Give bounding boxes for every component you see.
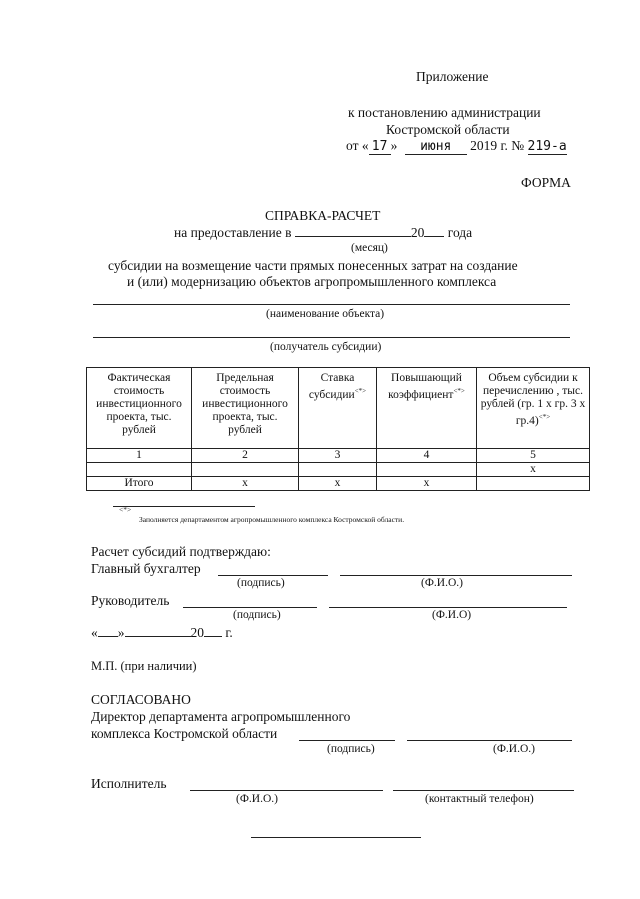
recipient-caption: (получатель субсидии) [270, 341, 382, 353]
table-cell: Итого [87, 477, 192, 491]
head-fio-caption: (Ф.И.О) [432, 609, 472, 621]
agreed-signature-line [299, 740, 395, 741]
agreed-line2: комплекса Костромской области [91, 726, 278, 741]
table-cell: 5 [477, 449, 590, 463]
header-actual-cost: Фактическая стоимость инвестиционного проекта, тыс. рублей [87, 368, 192, 449]
table-cell: x [192, 477, 299, 491]
table-cell: 3 [299, 449, 377, 463]
appendix-title: Приложение [416, 69, 489, 84]
appendix-date [346, 138, 567, 155]
stamp-note: М.П. (при наличии) [91, 659, 197, 673]
year-blank [424, 225, 444, 237]
confirm-date-close: » [117, 625, 125, 640]
calculation-table [86, 367, 590, 491]
executor-phone-line [393, 790, 574, 791]
subtitle-line1: субсидии на возмещение части прямых понесенных затрат на создание [108, 258, 518, 273]
date-prefix: от « [346, 138, 369, 153]
table-row-numbers [87, 449, 590, 463]
header-coefficient-footnote: <*> [453, 387, 465, 395]
head-signature-caption: (подпись) [233, 609, 281, 621]
confirm-day-blank [98, 625, 118, 637]
header-coefficient [377, 368, 477, 449]
heading-line [174, 225, 472, 241]
date-month: июня [405, 139, 467, 155]
agreed-fio-line [407, 740, 572, 741]
accountant-signature-line [218, 575, 328, 576]
confirm-year: 20 [190, 625, 204, 640]
confirm-title: Расчет субсидий подтверждаю: [91, 544, 271, 559]
date-day: 17 [369, 139, 391, 155]
date-year: 2019 г. № [470, 138, 525, 153]
table-header-row [87, 368, 590, 449]
heading-suffix: года [447, 225, 473, 240]
order-number: 219-а [527, 139, 567, 154]
table-cell [87, 463, 192, 477]
recipient-line [93, 337, 570, 338]
month-caption: (месяц) [351, 242, 388, 254]
month-blank [295, 225, 411, 237]
confirm-date [91, 625, 233, 641]
executor-label: Исполнитель [91, 776, 167, 791]
footnote-mark: <*> [119, 505, 132, 514]
accountant-fio-line [340, 575, 572, 576]
object-name-line [93, 304, 570, 305]
doc-title: СПРАВКА-РАСЧЕТ [265, 208, 381, 223]
table-row-blank [87, 463, 590, 477]
header-subsidy-label: Объем субсидии к перечислению , тыс. рублей (гр. 1 х гр. 3 х гр.4) [480, 372, 586, 427]
table-cell: 4 [377, 449, 477, 463]
head-label: Руководитель [91, 593, 170, 608]
table-cell [192, 463, 299, 477]
agreed-line1: Директор департамента агропромышленного [91, 709, 351, 724]
agreed-signature-caption: (подпись) [327, 743, 375, 755]
object-name-caption: (наименование объекта) [266, 308, 385, 320]
header-rate-label: Ставка субсидии [308, 372, 355, 401]
table-cell: x [299, 477, 377, 491]
confirm-year-blank [204, 625, 222, 637]
appendix-line2: Костромской области [386, 122, 510, 137]
subtitle-line2: и (или) модернизацию объектов агропромышленного комплекса [127, 274, 497, 289]
agreed-title: СОГЛАСОВАНО [91, 692, 191, 707]
accountant-signature-caption: (подпись) [237, 577, 285, 589]
head-fio-line [329, 607, 567, 608]
table-cell [299, 463, 377, 477]
appendix-line1: к постановлению администрации [348, 105, 541, 120]
accountant-label: Главный бухгалтер [91, 561, 201, 576]
heading-year: 20 [410, 225, 425, 240]
heading-prefix: на предоставление в [174, 225, 292, 240]
table-cell: 2 [192, 449, 299, 463]
table-cell: x [477, 463, 590, 477]
executor-phone-caption: (контактный телефон) [425, 793, 534, 805]
confirm-date-suffix: г. [225, 625, 233, 640]
header-coefficient-label: Повышающий коэффициент [388, 372, 462, 401]
table-cell: x [377, 477, 477, 491]
accountant-fio-caption: (Ф.И.О.) [421, 577, 463, 589]
header-max-cost: Предельная стоимость инвестиционного проекта, тыс. рублей [192, 368, 299, 449]
date-day-close: » [390, 138, 398, 153]
executor-fio-line [190, 790, 383, 791]
confirm-month-blank [125, 625, 191, 637]
head-signature-line [183, 607, 317, 608]
confirm-date-open: « [91, 625, 98, 640]
footnote-text: Заполняется департаментом агропромышленного комплекса Костромской области. [139, 515, 405, 524]
agreed-fio-caption: (Ф.И.О.) [493, 743, 535, 755]
closing-line [251, 837, 421, 838]
table-cell [477, 477, 590, 491]
table-cell: 1 [87, 449, 192, 463]
form-label: ФОРМА [521, 175, 571, 190]
footnote-separator [113, 506, 255, 507]
header-rate [299, 368, 377, 449]
table-cell [377, 463, 477, 477]
header-subsidy-amount [477, 368, 590, 449]
header-subsidy-footnote: <*> [538, 413, 551, 421]
executor-fio-caption: (Ф.И.О.) [236, 793, 278, 805]
header-rate-footnote: <*> [354, 387, 367, 395]
table-row-total [87, 477, 590, 491]
